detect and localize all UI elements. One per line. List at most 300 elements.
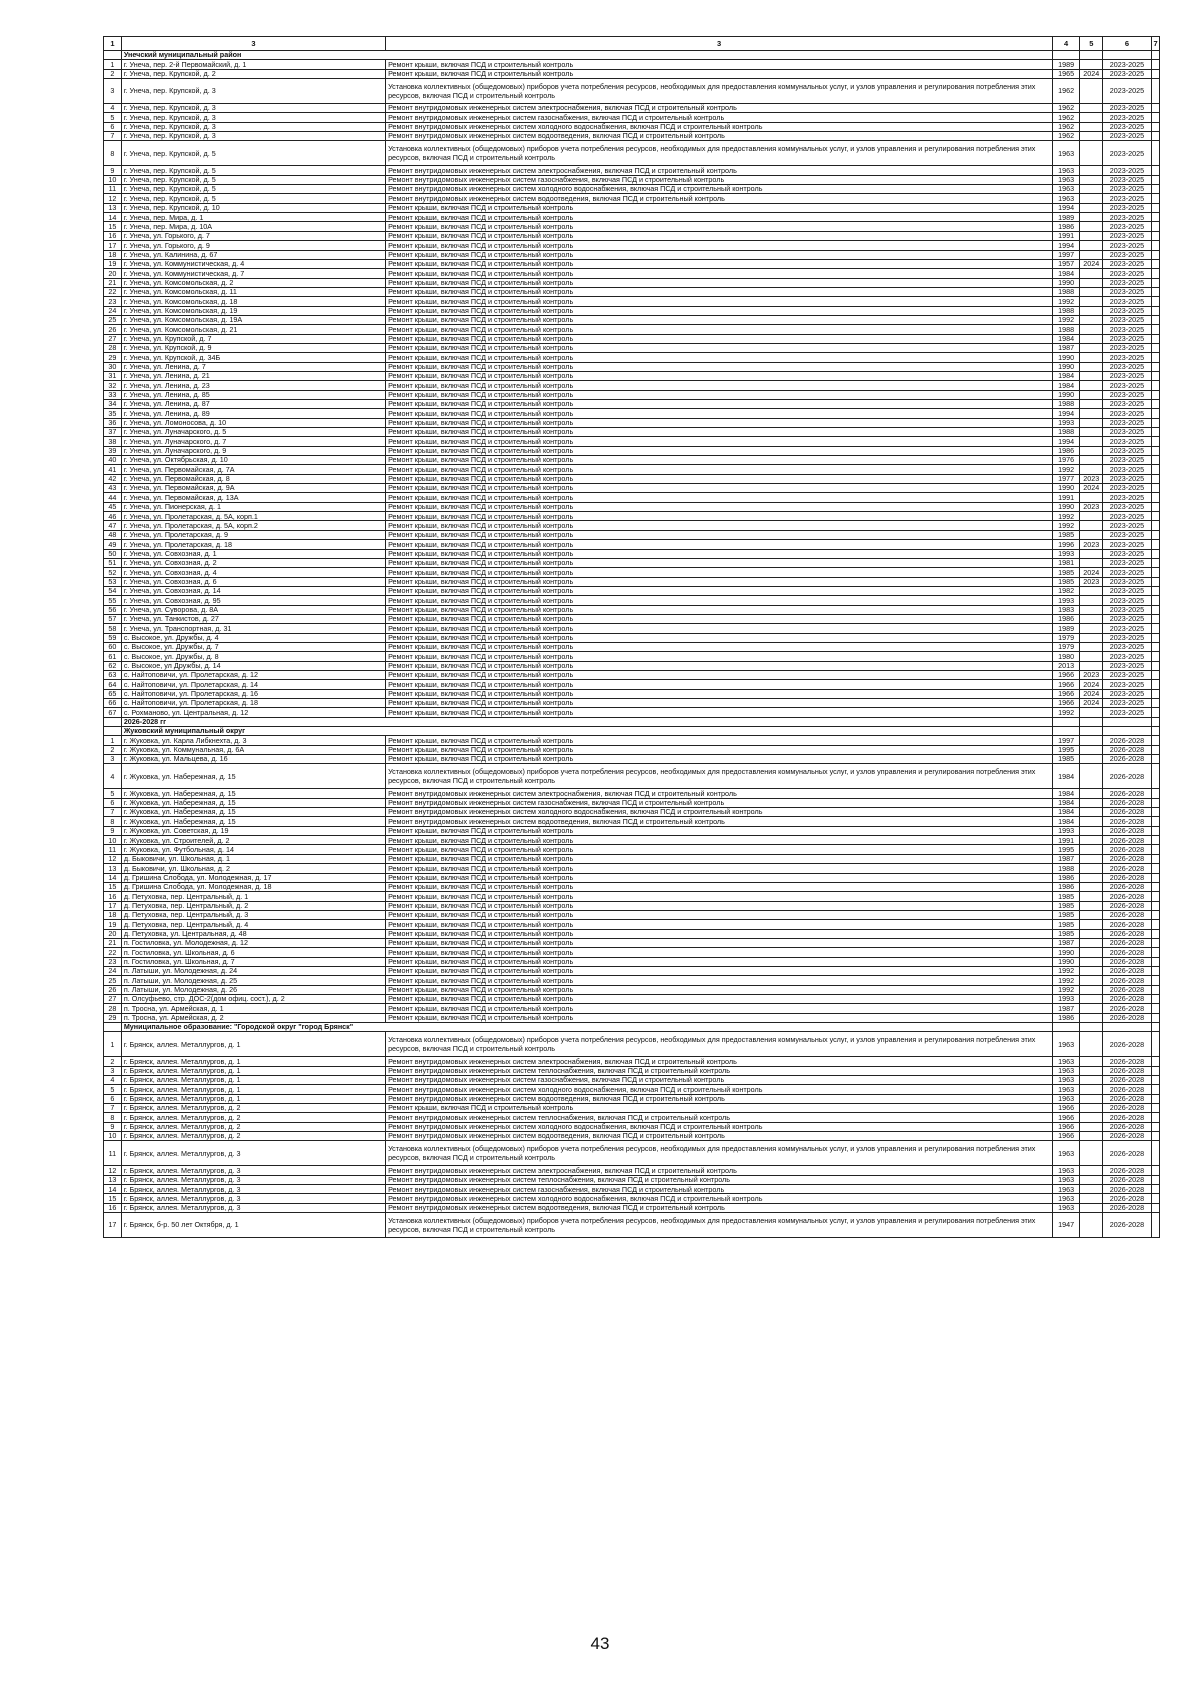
- done-year-cell: [1080, 122, 1103, 131]
- extra-cell: [1151, 826, 1159, 835]
- work-type-cell: Ремонт крыши, включая ПСД и строительный контроль: [386, 994, 1053, 1003]
- period-cell: 2026-2028: [1103, 929, 1151, 938]
- work-type-cell: Ремонт крыши, включая ПСД и строительный контроль: [386, 864, 1053, 873]
- address-cell: г. Унеча, пер. Крупской, д. 3: [121, 132, 385, 141]
- done-year-cell: 2023: [1080, 474, 1103, 483]
- period-cell: 2026-2028: [1103, 957, 1151, 966]
- done-year-cell: [1080, 1013, 1103, 1022]
- done-year-cell: [1080, 381, 1103, 390]
- done-year-cell: [1080, 203, 1103, 212]
- extra-cell: [1151, 315, 1159, 324]
- table-row: [104, 836, 1160, 845]
- address-cell: г. Жуковка, ул. Коммунальная, д. 6А: [121, 745, 385, 754]
- period-cell: 2023-2025: [1103, 381, 1151, 390]
- period-cell: 2023-2025: [1103, 493, 1151, 502]
- table-row: [104, 1085, 1160, 1094]
- done-year-cell: [1080, 920, 1103, 929]
- row-number: 28: [104, 343, 122, 352]
- row-number: 12: [104, 194, 122, 203]
- extra-cell: [1151, 976, 1159, 985]
- extra-cell: [1151, 864, 1159, 873]
- table-row: [104, 1076, 1160, 1085]
- work-type-cell: Ремонт крыши, включая ПСД и строительный контроль: [386, 966, 1053, 975]
- row-number: 12: [104, 1166, 122, 1175]
- section-row: [104, 1023, 1160, 1032]
- extra-cell: [1151, 642, 1159, 651]
- row-number: 55: [104, 596, 122, 605]
- row-number: 4: [104, 764, 122, 789]
- table-row: [104, 1066, 1160, 1075]
- period-cell: 2026-2028: [1103, 826, 1151, 835]
- period-cell: 2026-2028: [1103, 966, 1151, 975]
- extra-cell: [1151, 1066, 1159, 1075]
- work-type-cell: Установка коллективных (общедомовых) приборов учета потребления ресурсов, необходимых для предоставления коммунальных услуг, и узлов управления и регулирования потребления этих ресурсов, включая ПСД и строительный контроль: [386, 1141, 1053, 1166]
- work-type-cell: Ремонт крыши, включая ПСД и строительный контроль: [386, 446, 1053, 455]
- extra-cell: [1151, 798, 1159, 807]
- section-empty-cell: [1151, 727, 1159, 736]
- done-year-cell: [1080, 1094, 1103, 1103]
- build-year-cell: 1991: [1053, 836, 1080, 845]
- address-cell: г. Жуковка, ул. Набережная, д. 15: [121, 764, 385, 789]
- build-year-cell: 1992: [1053, 708, 1080, 717]
- work-type-cell: Ремонт крыши, включая ПСД и строительный контроль: [386, 755, 1053, 764]
- extra-cell: [1151, 1076, 1159, 1085]
- build-year-cell: 1995: [1053, 745, 1080, 754]
- address-cell: г. Жуковка, ул. Строителей, д. 2: [121, 836, 385, 845]
- row-number: 11: [104, 845, 122, 854]
- table-row: [104, 1141, 1160, 1166]
- table-row: [104, 1166, 1160, 1175]
- done-year-cell: [1080, 428, 1103, 437]
- address-cell: г. Брянск, аллея. Металлургов, д. 3: [121, 1203, 385, 1212]
- period-cell: 2023-2025: [1103, 315, 1151, 324]
- row-number: 10: [104, 1132, 122, 1141]
- period-cell: 2023-2025: [1103, 306, 1151, 315]
- row-number: 6: [104, 122, 122, 131]
- period-cell: 2023-2025: [1103, 400, 1151, 409]
- row-number: 21: [104, 938, 122, 947]
- work-type-cell: Ремонт крыши, включая ПСД и строительный контроль: [386, 343, 1053, 352]
- work-type-cell: Ремонт крыши, включая ПСД и строительный контроль: [386, 845, 1053, 854]
- done-year-cell: [1080, 175, 1103, 184]
- period-cell: 2023-2025: [1103, 577, 1151, 586]
- extra-cell: [1151, 1141, 1159, 1166]
- period-cell: 2023-2025: [1103, 259, 1151, 268]
- row-number: 7: [104, 808, 122, 817]
- done-year-cell: [1080, 306, 1103, 315]
- period-cell: 2026-2028: [1103, 985, 1151, 994]
- period-cell: 2023-2025: [1103, 689, 1151, 698]
- table-row: [104, 755, 1160, 764]
- done-year-cell: [1080, 437, 1103, 446]
- row-number: 1: [104, 736, 122, 745]
- extra-cell: [1151, 231, 1159, 240]
- table-row: [104, 652, 1160, 661]
- table-row: [104, 661, 1160, 670]
- row-number: 56: [104, 605, 122, 614]
- table-row: [104, 1132, 1160, 1141]
- extra-cell: [1151, 418, 1159, 427]
- work-type-cell: Ремонт крыши, включая ПСД и строительный контроль: [386, 231, 1053, 240]
- row-number: 30: [104, 362, 122, 371]
- done-year-cell: [1080, 910, 1103, 919]
- build-year-cell: 1989: [1053, 60, 1080, 69]
- table-row: [104, 122, 1160, 131]
- done-year-cell: [1080, 817, 1103, 826]
- done-year-cell: [1080, 558, 1103, 567]
- table-row: [104, 1185, 1160, 1194]
- table-row: [104, 530, 1160, 539]
- extra-cell: [1151, 194, 1159, 203]
- row-number: 27: [104, 994, 122, 1003]
- table-row: [104, 586, 1160, 595]
- row-number: 17: [104, 241, 122, 250]
- period-cell: 2023-2025: [1103, 79, 1151, 104]
- build-year-cell: 1995: [1053, 845, 1080, 854]
- extra-cell: [1151, 287, 1159, 296]
- work-type-cell: Ремонт крыши, включая ПСД и строительный контроль: [386, 456, 1053, 465]
- table-row: [104, 141, 1160, 166]
- address-cell: д. Петуховка, пер. Центральный, д. 1: [121, 892, 385, 901]
- table-row: [104, 1213, 1160, 1238]
- work-type-cell: Ремонт крыши, включая ПСД и строительный контроль: [386, 938, 1053, 947]
- extra-cell: [1151, 624, 1159, 633]
- address-cell: г. Унеча, ул. Совхозная, д. 4: [121, 568, 385, 577]
- table-row: [104, 892, 1160, 901]
- period-cell: 2026-2028: [1103, 1122, 1151, 1131]
- table-row: [104, 362, 1160, 371]
- period-cell: 2023-2025: [1103, 390, 1151, 399]
- row-number: 37: [104, 428, 122, 437]
- period-cell: 2026-2028: [1103, 1185, 1151, 1194]
- period-cell: 2026-2028: [1103, 1203, 1151, 1212]
- extra-cell: [1151, 122, 1159, 131]
- work-type-cell: Ремонт крыши, включая ПСД и строительный контроль: [386, 484, 1053, 493]
- address-cell: д. Петуховка, ул. Центральная, д. 48: [121, 929, 385, 938]
- table-row: [104, 920, 1160, 929]
- address-cell: г. Унеча, ул. Горького, д. 7: [121, 231, 385, 240]
- extra-cell: [1151, 605, 1159, 614]
- extra-cell: [1151, 938, 1159, 947]
- address-cell: г. Унеча, ул. Луначарского, д. 9: [121, 446, 385, 455]
- row-number: 29: [104, 1013, 122, 1022]
- build-year-cell: 1990: [1053, 502, 1080, 511]
- row-number: 13: [104, 1175, 122, 1184]
- done-year-cell: [1080, 1203, 1103, 1212]
- work-type-cell: Ремонт внутридомовых инженерных систем холодного водоснабжения, включая ПСД и строительный контроль: [386, 1085, 1053, 1094]
- build-year-cell: 1992: [1053, 512, 1080, 521]
- table-row: [104, 390, 1160, 399]
- period-cell: 2026-2028: [1103, 755, 1151, 764]
- address-cell: г. Унеча, ул. Пролетарская, д. 9: [121, 530, 385, 539]
- address-cell: г. Унеча, пер. Мира, д. 1: [121, 213, 385, 222]
- build-year-cell: 1983: [1053, 605, 1080, 614]
- extra-cell: [1151, 549, 1159, 558]
- row-number: 19: [104, 920, 122, 929]
- address-cell: г. Унеча, ул. Транспортная, д. 31: [121, 624, 385, 633]
- section-empty-cell: [1151, 1023, 1159, 1032]
- address-cell: п. Тросна, ул. Армейская, д. 1: [121, 1004, 385, 1013]
- table-row: [104, 1104, 1160, 1113]
- done-year-cell: [1080, 1057, 1103, 1066]
- table-row: [104, 708, 1160, 717]
- period-cell: 2026-2028: [1103, 1175, 1151, 1184]
- extra-cell: [1151, 1213, 1159, 1238]
- table-row: [104, 222, 1160, 231]
- work-type-cell: Ремонт крыши, включая ПСД и строительный контроль: [386, 929, 1053, 938]
- table-row: [104, 104, 1160, 113]
- table-row: [104, 371, 1160, 380]
- address-cell: г. Унеча, пер. Крупской, д. 5: [121, 166, 385, 175]
- row-number: 64: [104, 680, 122, 689]
- period-cell: 2023-2025: [1103, 512, 1151, 521]
- work-type-cell: Ремонт крыши, включая ПСД и строительный контроль: [386, 390, 1053, 399]
- address-cell: г. Унеча, ул. Пролетарская, д. 5А, корп.2: [121, 521, 385, 530]
- extra-cell: [1151, 882, 1159, 891]
- address-cell: г. Унеча, ул. Ленина, д. 21: [121, 371, 385, 380]
- work-type-cell: Ремонт крыши, включая ПСД и строительный контроль: [386, 670, 1053, 679]
- build-year-cell: 1997: [1053, 736, 1080, 745]
- header-cell: 3: [386, 37, 1053, 51]
- header-cell: 5: [1080, 37, 1103, 51]
- period-cell: 2023-2025: [1103, 540, 1151, 549]
- build-year-cell: 1993: [1053, 549, 1080, 558]
- extra-cell: [1151, 166, 1159, 175]
- section-empty-cell: [1151, 51, 1159, 60]
- done-year-cell: [1080, 241, 1103, 250]
- work-type-cell: Ремонт внутридомовых инженерных систем водоотведения, включая ПСД и строительный контроль: [386, 1132, 1053, 1141]
- done-year-cell: [1080, 104, 1103, 113]
- done-year-cell: 2023: [1080, 670, 1103, 679]
- work-type-cell: Ремонт крыши, включая ПСД и строительный контроль: [386, 901, 1053, 910]
- header-cell: 7: [1151, 37, 1159, 51]
- build-year-cell: 1994: [1053, 437, 1080, 446]
- extra-cell: [1151, 836, 1159, 845]
- extra-cell: [1151, 948, 1159, 957]
- done-year-cell: [1080, 736, 1103, 745]
- done-year-cell: 2024: [1080, 568, 1103, 577]
- period-cell: 2023-2025: [1103, 269, 1151, 278]
- build-year-cell: 1992: [1053, 976, 1080, 985]
- extra-cell: [1151, 502, 1159, 511]
- period-cell: 2023-2025: [1103, 418, 1151, 427]
- period-cell: 2023-2025: [1103, 185, 1151, 194]
- row-number: 16: [104, 892, 122, 901]
- row-number: 58: [104, 624, 122, 633]
- build-year-cell: 1988: [1053, 400, 1080, 409]
- period-cell: 2023-2025: [1103, 549, 1151, 558]
- done-year-cell: [1080, 1194, 1103, 1203]
- row-number: 20: [104, 269, 122, 278]
- done-year-cell: [1080, 836, 1103, 845]
- work-type-cell: Ремонт крыши, включая ПСД и строительный контроль: [386, 736, 1053, 745]
- row-number: 15: [104, 882, 122, 891]
- address-cell: г. Унеча, ул. Комсомольская, д. 19А: [121, 315, 385, 324]
- extra-cell: [1151, 325, 1159, 334]
- table-row: [104, 901, 1160, 910]
- address-cell: г. Унеча, пер. 2-й Первомайский, д. 1: [121, 60, 385, 69]
- extra-cell: [1151, 465, 1159, 474]
- work-type-cell: Ремонт крыши, включая ПСД и строительный контроль: [386, 381, 1053, 390]
- build-year-cell: 1990: [1053, 353, 1080, 362]
- build-year-cell: 1985: [1053, 910, 1080, 919]
- build-year-cell: 1963: [1053, 1194, 1080, 1203]
- build-year-cell: 1997: [1053, 250, 1080, 259]
- period-cell: 2026-2028: [1103, 1166, 1151, 1175]
- address-cell: г. Жуковка, ул. Набережная, д. 15: [121, 798, 385, 807]
- done-year-cell: [1080, 985, 1103, 994]
- build-year-cell: 1962: [1053, 122, 1080, 131]
- address-cell: г. Унеча, ул. Луначарского, д. 5: [121, 428, 385, 437]
- extra-cell: [1151, 1032, 1159, 1057]
- work-type-cell: Ремонт крыши, включая ПСД и строительный контроль: [386, 549, 1053, 558]
- address-cell: г. Жуковка, ул. Набережная, д. 15: [121, 789, 385, 798]
- period-cell: 2026-2028: [1103, 817, 1151, 826]
- table-row: [104, 60, 1160, 69]
- work-type-cell: Ремонт крыши, включая ПСД и строительный контроль: [386, 371, 1053, 380]
- work-type-cell: Ремонт крыши, включая ПСД и строительный контроль: [386, 418, 1053, 427]
- build-year-cell: 1963: [1053, 1141, 1080, 1166]
- build-year-cell: 1992: [1053, 297, 1080, 306]
- build-year-cell: 1987: [1053, 938, 1080, 947]
- done-year-cell: [1080, 1175, 1103, 1184]
- period-cell: 2026-2028: [1103, 764, 1151, 789]
- table-row: [104, 680, 1160, 689]
- period-cell: 2023-2025: [1103, 343, 1151, 352]
- section-empty-cell: [1080, 717, 1103, 726]
- row-number: 8: [104, 1113, 122, 1122]
- period-cell: 2023-2025: [1103, 605, 1151, 614]
- address-cell: д. Петуховка, пер. Центральный, д. 3: [121, 910, 385, 919]
- build-year-cell: 1966: [1053, 689, 1080, 698]
- row-number: 26: [104, 325, 122, 334]
- address-cell: г. Унеча, пер. Крупской, д. 3: [121, 122, 385, 131]
- section-empty-cell: [1080, 1023, 1103, 1032]
- table-row: [104, 540, 1160, 549]
- build-year-cell: 1987: [1053, 1004, 1080, 1013]
- work-type-cell: Ремонт внутридомовых инженерных систем водоотведения, включая ПСД и строительный контроль: [386, 132, 1053, 141]
- table-row: [104, 745, 1160, 754]
- done-year-cell: [1080, 892, 1103, 901]
- period-cell: 2023-2025: [1103, 614, 1151, 623]
- extra-cell: [1151, 222, 1159, 231]
- row-number: 40: [104, 456, 122, 465]
- build-year-cell: 1986: [1053, 222, 1080, 231]
- address-cell: г. Унеча, ул. Совхозная, д. 95: [121, 596, 385, 605]
- row-number: 18: [104, 910, 122, 919]
- section-empty-cell: [1053, 727, 1080, 736]
- work-type-cell: Ремонт крыши, включая ПСД и строительный контроль: [386, 957, 1053, 966]
- section-row: [104, 727, 1160, 736]
- row-number: 36: [104, 418, 122, 427]
- table-row: [104, 1122, 1160, 1131]
- row-number: 12: [104, 854, 122, 863]
- address-cell: с. Рохманово, ул. Центральная, д. 12: [121, 708, 385, 717]
- table-row: [104, 614, 1160, 623]
- section-number-cell: [104, 717, 122, 726]
- period-cell: 2026-2028: [1103, 808, 1151, 817]
- done-year-cell: [1080, 1113, 1103, 1122]
- table-row: [104, 633, 1160, 642]
- done-year-cell: [1080, 854, 1103, 863]
- extra-cell: [1151, 755, 1159, 764]
- address-cell: п. Гостиловка, ул. Молодежная, д. 12: [121, 938, 385, 947]
- extra-cell: [1151, 175, 1159, 184]
- build-year-cell: 1966: [1053, 1104, 1080, 1113]
- build-year-cell: 1963: [1053, 1094, 1080, 1103]
- done-year-cell: [1080, 976, 1103, 985]
- extra-cell: [1151, 1104, 1159, 1113]
- table-row: [104, 670, 1160, 679]
- address-cell: г. Брянск, б-р. 50 лет Октября, д. 1: [121, 1213, 385, 1238]
- period-cell: 2023-2025: [1103, 141, 1151, 166]
- done-year-cell: [1080, 929, 1103, 938]
- work-type-cell: Ремонт крыши, включая ПСД и строительный контроль: [386, 334, 1053, 343]
- row-number: 66: [104, 699, 122, 708]
- work-type-cell: Ремонт крыши, включая ПСД и строительный контроль: [386, 222, 1053, 231]
- done-year-cell: [1080, 652, 1103, 661]
- row-number: 38: [104, 437, 122, 446]
- extra-cell: [1151, 680, 1159, 689]
- period-cell: 2026-2028: [1103, 1057, 1151, 1066]
- done-year-cell: [1080, 231, 1103, 240]
- table-row: [104, 175, 1160, 184]
- work-type-cell: Ремонт крыши, включая ПСД и строительный контроль: [386, 530, 1053, 539]
- row-number: 14: [104, 873, 122, 882]
- address-cell: г. Унеча, ул. Пролетарская, д. 18: [121, 540, 385, 549]
- extra-cell: [1151, 854, 1159, 863]
- row-number: 11: [104, 1141, 122, 1166]
- row-number: 20: [104, 929, 122, 938]
- row-number: 23: [104, 957, 122, 966]
- done-year-cell: [1080, 661, 1103, 670]
- table-row: [104, 287, 1160, 296]
- table-body: [104, 37, 1160, 1238]
- extra-cell: [1151, 957, 1159, 966]
- extra-cell: [1151, 966, 1159, 975]
- done-year-cell: [1080, 521, 1103, 530]
- build-year-cell: 1994: [1053, 241, 1080, 250]
- extra-cell: [1151, 1166, 1159, 1175]
- extra-cell: [1151, 521, 1159, 530]
- build-year-cell: 1962: [1053, 132, 1080, 141]
- build-year-cell: 1993: [1053, 826, 1080, 835]
- build-year-cell: 1963: [1053, 1066, 1080, 1075]
- done-year-cell: [1080, 512, 1103, 521]
- row-number: 5: [104, 113, 122, 122]
- work-type-cell: Ремонт внутридомовых инженерных систем электроснабжения, включая ПСД и строительный контроль: [386, 1057, 1053, 1066]
- extra-cell: [1151, 400, 1159, 409]
- period-cell: 2023-2025: [1103, 371, 1151, 380]
- table-row: [104, 381, 1160, 390]
- period-cell: 2023-2025: [1103, 456, 1151, 465]
- work-type-cell: Ремонт крыши, включая ПСД и строительный контроль: [386, 287, 1053, 296]
- build-year-cell: 1990: [1053, 390, 1080, 399]
- period-cell: 2026-2028: [1103, 1141, 1151, 1166]
- table-row: [104, 854, 1160, 863]
- build-year-cell: 1984: [1053, 808, 1080, 817]
- extra-cell: [1151, 1004, 1159, 1013]
- address-cell: д. Быковичи, ул. Школьная, д. 2: [121, 864, 385, 873]
- extra-cell: [1151, 789, 1159, 798]
- period-cell: 2026-2028: [1103, 745, 1151, 754]
- period-cell: 2023-2025: [1103, 586, 1151, 595]
- build-year-cell: 1962: [1053, 79, 1080, 104]
- address-cell: г. Унеча, ул. Ленина, д. 7: [121, 362, 385, 371]
- header-cell: 3: [121, 37, 385, 51]
- extra-cell: [1151, 306, 1159, 315]
- done-year-cell: [1080, 362, 1103, 371]
